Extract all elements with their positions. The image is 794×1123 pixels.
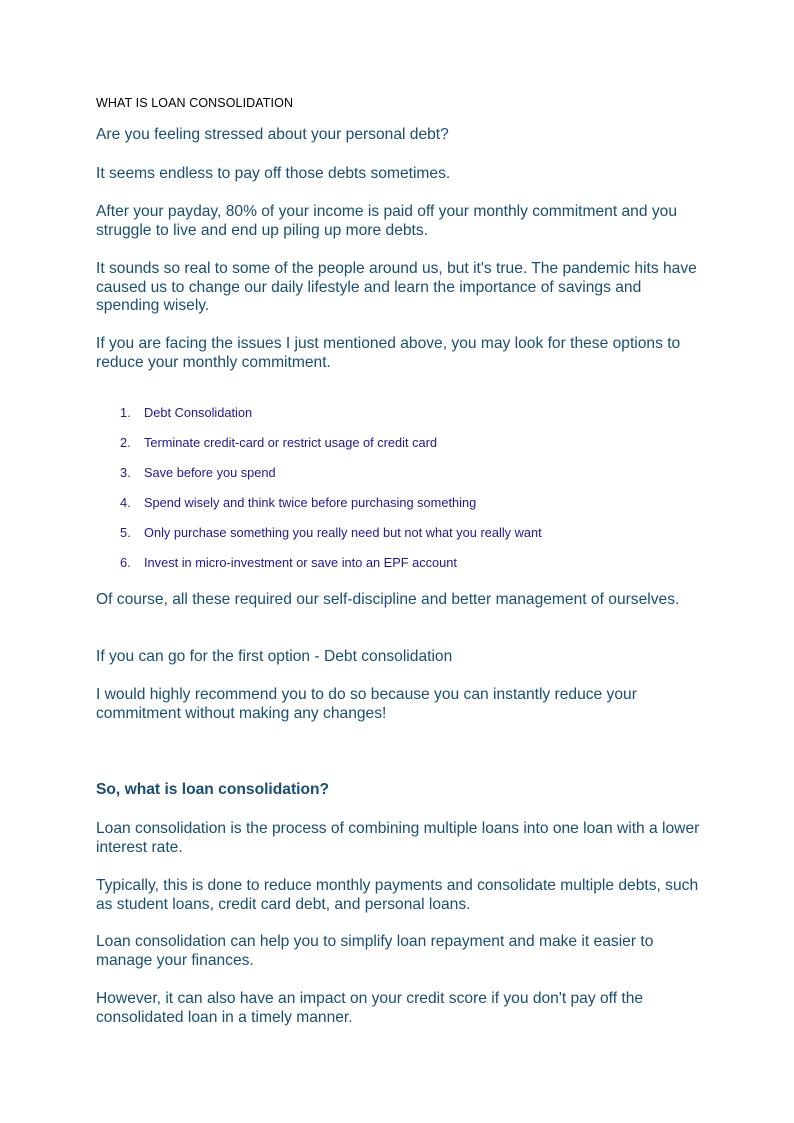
body-paragraph: Of course, all these required our self-discipline and better management of ourselves. xyxy=(96,591,680,608)
list-item xyxy=(96,401,706,431)
document-title: WHAT IS LOAN CONSOLIDATION xyxy=(96,96,294,110)
list-item-number: 4. xyxy=(120,495,131,510)
list-item xyxy=(96,551,706,581)
body-paragraph: If you can go for the first option - Debt consolidation xyxy=(96,648,453,665)
body-paragraph: I would highly recommend you to do so because you can instantly reduce your commitment without making any changes! xyxy=(96,686,637,722)
section-paragraph: Loan consolidation is the process of combining multiple loans into one loan with a lower interest rate. xyxy=(96,820,700,856)
list-item xyxy=(96,521,706,551)
list-item-text: Spend wisely and think twice before purchasing something xyxy=(144,495,477,510)
intro-paragraph: It seems endless to pay off those debts sometimes. xyxy=(96,165,451,182)
intro-paragraph: After your payday, 80% of your income is paid off your monthly commitment and you struggle to live and end up piling up more debts. xyxy=(96,203,678,239)
list-item-number: 3. xyxy=(120,465,131,480)
intro-paragraph: Are you feeling stressed about your personal debt? xyxy=(96,126,449,143)
list-item-text: Terminate credit-card or restrict usage of credit card xyxy=(144,435,438,450)
section-heading: So, what is loan consolidation? xyxy=(96,781,330,798)
section-paragraph: Loan consolidation can help you to simplify loan repayment and make it easier to manage your finances. xyxy=(96,933,654,969)
list-item-number: 1. xyxy=(120,405,131,420)
list-item-number: 2. xyxy=(120,435,131,450)
list-item-text: Invest in micro-investment or save into an EPF account xyxy=(144,555,457,570)
options-list xyxy=(96,401,706,581)
list-item-text: Only purchase something you really need but not what you really want xyxy=(144,525,542,540)
intro-paragraph: It sounds so real to some of the people around us, but it's true. The pandemic hits have caused us to change our daily lifestyle and learn the importance of savings and spending wisely. xyxy=(96,260,697,314)
section-paragraph: Typically, this is done to reduce monthly payments and consolidate multiple debts, such as student loans, credit card debt, and personal loans. xyxy=(96,877,699,913)
list-item xyxy=(96,431,706,461)
intro-paragraph: If you are facing the issues I just mentioned above, you may look for these options to reduce your monthly commitment. xyxy=(96,335,681,371)
list-item-number: 6. xyxy=(120,555,131,570)
list-item xyxy=(96,461,706,491)
list-item-number: 5. xyxy=(120,525,131,540)
list-item-text: Debt Consolidation xyxy=(144,405,253,420)
list-item-text: Save before you spend xyxy=(144,465,276,480)
section-paragraph: However, it can also have an impact on your credit score if you don't pay off the consolidated loan in a timely manner. xyxy=(96,990,644,1026)
list-item xyxy=(96,491,706,521)
